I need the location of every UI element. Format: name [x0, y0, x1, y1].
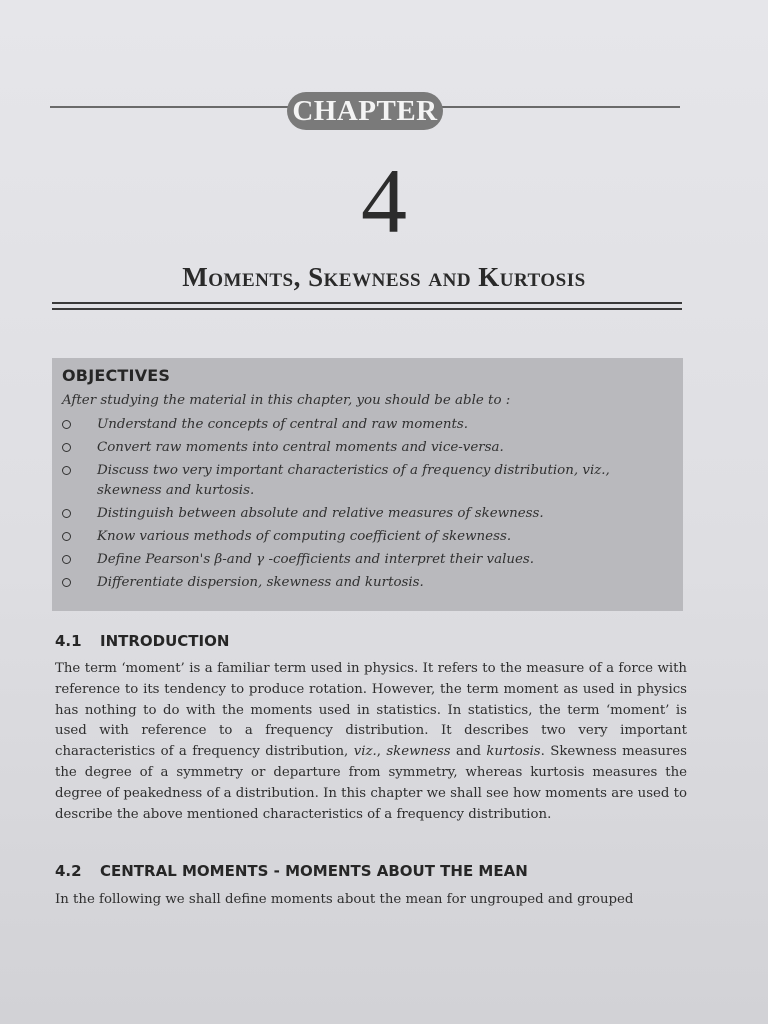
section-heading-introduction — [55, 632, 229, 650]
chapter-number: 4 — [361, 150, 407, 252]
central-moments-paragraph: In the following we shall define moments about the mean for ungrouped and grouped — [55, 892, 634, 907]
circle-bullet-icon — [62, 466, 71, 475]
chapter-label: CHAPTER — [287, 92, 443, 130]
viz-text: viz. — [353, 744, 377, 760]
circle-bullet-icon — [62, 443, 71, 452]
circle-bullet-icon — [62, 532, 71, 541]
objectives-heading: OBJECTIVES — [62, 366, 171, 385]
title-rule-bottom — [52, 308, 682, 310]
section-number: 4.1 — [55, 632, 82, 650]
objectives-intro: After studying the material in this chapter, you should be able to : — [62, 393, 511, 408]
section-title: CENTRAL MOMENTS - MOMENTS ABOUT THE MEAN — [100, 862, 528, 880]
circle-bullet-icon — [62, 578, 71, 587]
title-rule-top — [52, 302, 682, 304]
circle-bullet-icon — [62, 420, 71, 429]
objectives-list — [62, 415, 673, 593]
kurtosis-term: kurtosis — [486, 744, 541, 760]
objectives-box — [52, 358, 683, 611]
section-title: INTRODUCTION — [100, 632, 230, 650]
objective-item: Convert raw moments into central moments and vice-versa. — [62, 438, 673, 458]
objective-item: Define Pearson's β-and γ -coefficients and interpret their values. — [62, 550, 673, 570]
objective-item: Discuss two very important characteristics of a frequency distribution, viz., skewness and kurtosis. — [62, 461, 673, 501]
skewness-term: skewness — [386, 744, 451, 760]
objective-item: Differentiate dispersion, skewness and kurtosis. — [62, 573, 673, 593]
section-heading-central-moments — [55, 862, 528, 880]
section-number: 4.2 — [55, 862, 82, 880]
objective-item: Know various methods of computing coefficient of skewness. — [62, 527, 673, 547]
objective-item: Distinguish between absolute and relative measures of skewness. — [62, 504, 673, 524]
circle-bullet-icon — [62, 555, 71, 564]
chapter-rule-right — [440, 106, 680, 108]
chapter-rule-left — [50, 106, 290, 108]
circle-bullet-icon — [62, 509, 71, 518]
chapter-title: Moments, Skewness and Kurtosis — [182, 262, 586, 292]
introduction-paragraph: The term ‘moment’ is a familiar term used in physics. It refers to the measure of a force with reference to its tendency to produce rotation. However, the term moment as used in physics has nothing to do with the moments used in statistics. In statistics, the term ‘moment’ is used with reference to a frequency distribution. It describes two very important characteristics of a frequency distribution, viz., skewness and kurtosis. Skewness measures the degree of a symmetry or departure from symmetry, whereas kurtosis measures the degree of peakedness of a distribution. In this chapter we shall see how moments are used to describe the above mentioned characteristics of a frequency distribution. — [55, 661, 687, 822]
objective-item: Understand the concepts of central and raw moments. — [62, 415, 673, 435]
